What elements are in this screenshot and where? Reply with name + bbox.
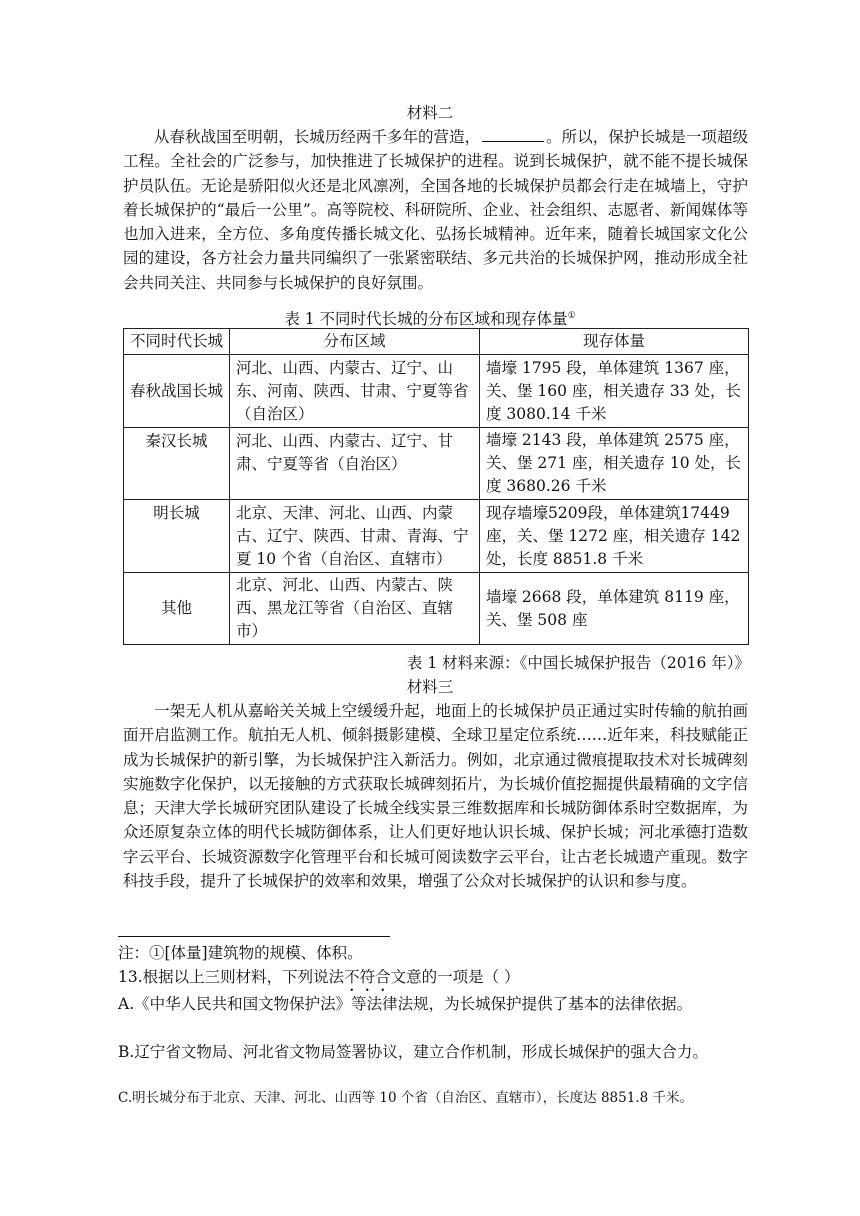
material2-text-after-blank: 。所以，保护长城是一项超级工程。全社会的广泛参与，加快推进了长城保护的进程。说到长城保护，就不能不提长城保护员队伍。无论是骄阳似火还是北风凛冽，全国各地的长城保护员都会行走在城墙上，守护着长城保护的“最后一公里”。高等院校、科研院所、企业、社会组织、志愿者、新闻媒体等也加入进来，全方位、多角度传播长城文化、弘扬长城精神。近年来，随着长城国家文化公园的建设，各方社会力量共同编织了一张紧密联结、多元共治的长城保护网，推动形成全社会共同关注、共同参与长城保护的良好氛围。 <box>123 128 748 292</box>
question-suffix: 文意的一项是（ ） <box>390 968 520 986</box>
header-era: 不同时代长城 <box>124 329 230 355</box>
table-source: 表 1 材料来源：《中国长城保护报告（2016 年）》 <box>406 654 750 672</box>
option-c: C.明长城分布于北京、天津、河北、山西等 10 个省（自治区、直辖市），长度达 8851.8 千米。 <box>118 1090 693 1106</box>
cell-region: 北京、河北、山西、内蒙古、陕西、黑龙江等省（自治区、直辖市） <box>230 573 480 645</box>
question-stem <box>118 965 520 995</box>
header-volume: 现存体量 <box>480 329 749 355</box>
caption-note-mark: ① <box>567 310 576 321</box>
footnote-divider <box>118 936 390 937</box>
question-prefix: 13.根据以上三则材料，下列说法 <box>118 968 345 986</box>
footnote: 注：①[体量]建筑物的规模、体积。 <box>118 944 363 962</box>
material2-paragraph <box>123 125 748 295</box>
cell-volume: 墙壕 2668 段，单体建筑 8119 座，关、堡 508 座 <box>480 573 749 645</box>
cell-region: 北京、天津、河北、山西、内蒙古、辽宁、陕西、甘肃、青海、宁夏 10 个省（自治区、直辖市） <box>230 500 480 573</box>
table-caption <box>0 307 860 329</box>
material3-title: 材料三 <box>406 678 454 696</box>
table-header-row <box>124 329 749 355</box>
cell-era: 明长城 <box>124 500 230 573</box>
material2-title: 材料二 <box>406 104 454 122</box>
cell-volume: 墙壕 1795 段，单体建筑 1367 座，关、堡 160 座，相关遗存 33 处，长度 3080.14 千米 <box>480 355 749 428</box>
question-emphasis: 不符合 <box>344 968 391 986</box>
material2-text-before-blank: 从春秋战国至明朝，长城历经两千多年的营造， <box>154 128 481 146</box>
table-row <box>124 573 749 645</box>
table-caption-text: 表 1 不同时代长城的分布区域和现存体量 <box>284 310 568 328</box>
cell-region: 河北、山西、内蒙古、辽宁、山东、河南、陕西、甘肃、宁夏等省（自治区） <box>230 355 480 428</box>
cell-era: 春秋战国长城 <box>124 355 230 428</box>
option-a: A.《中华人民共和国文物保护法》等法律法规，为长城保护提供了基本的法律依据。 <box>118 995 693 1013</box>
table-row <box>124 428 749 500</box>
great-wall-table <box>123 328 749 645</box>
table-row <box>124 500 749 573</box>
material3-paragraph <box>123 699 748 893</box>
cell-era: 秦汉长城 <box>124 428 230 500</box>
table-row <box>124 355 749 428</box>
cell-era: 其他 <box>124 573 230 645</box>
cell-volume: 墙壕 2143 段，单体建筑 2575 座，关、堡 271 座，相关遗存 10 处，长度 3680.26 千米 <box>480 428 749 500</box>
material3-text: 一架无人机从嘉峪关关城上空缓缓升起，地面上的长城保护员正通过实时传输的航拍画面开启监测工作。航拍无人机、倾斜摄影建模、全球卫星定位系统……近年来，科技赋能正成为长城保护的新引擎，为长城保护注入新活力。例如，北京通过微痕提取技术对长城碑刻实施数字化保护，以无接触的方式获取长城碑刻拓片，为长城价值挖掘提供最精确的文字信息；天津大学长城研究团队建设了长城全线实景三维数据库和长城防御体系时空数据库，为众还原复杂立体的明代长城防御体系，让人们更好地认识长城、保护长城；河北承德打造数字云平台、长城资源数字化管理平台和长城可阅读数字云平台，让古老长城遗产重现。数字科技手段，提升了长城保护的效率和效果，增强了公众对长城保护的认识和参与度。 <box>123 702 748 891</box>
option-b: B.辽宁省文物局、河北省文物局签署协议，建立合作机制，形成长城保护的强大合力。 <box>118 1043 708 1061</box>
cell-volume: 现存墙壕5209段，单体建筑17449座，关、堡 1272 座，相关遗存 142 处，长度 8851.8 千米 <box>480 500 749 573</box>
cell-region: 河北、山西、内蒙古、辽宁、甘肃、宁夏等省（自治区） <box>230 428 480 500</box>
fill-in-blank <box>482 127 544 142</box>
header-region: 分布区域 <box>230 329 480 355</box>
